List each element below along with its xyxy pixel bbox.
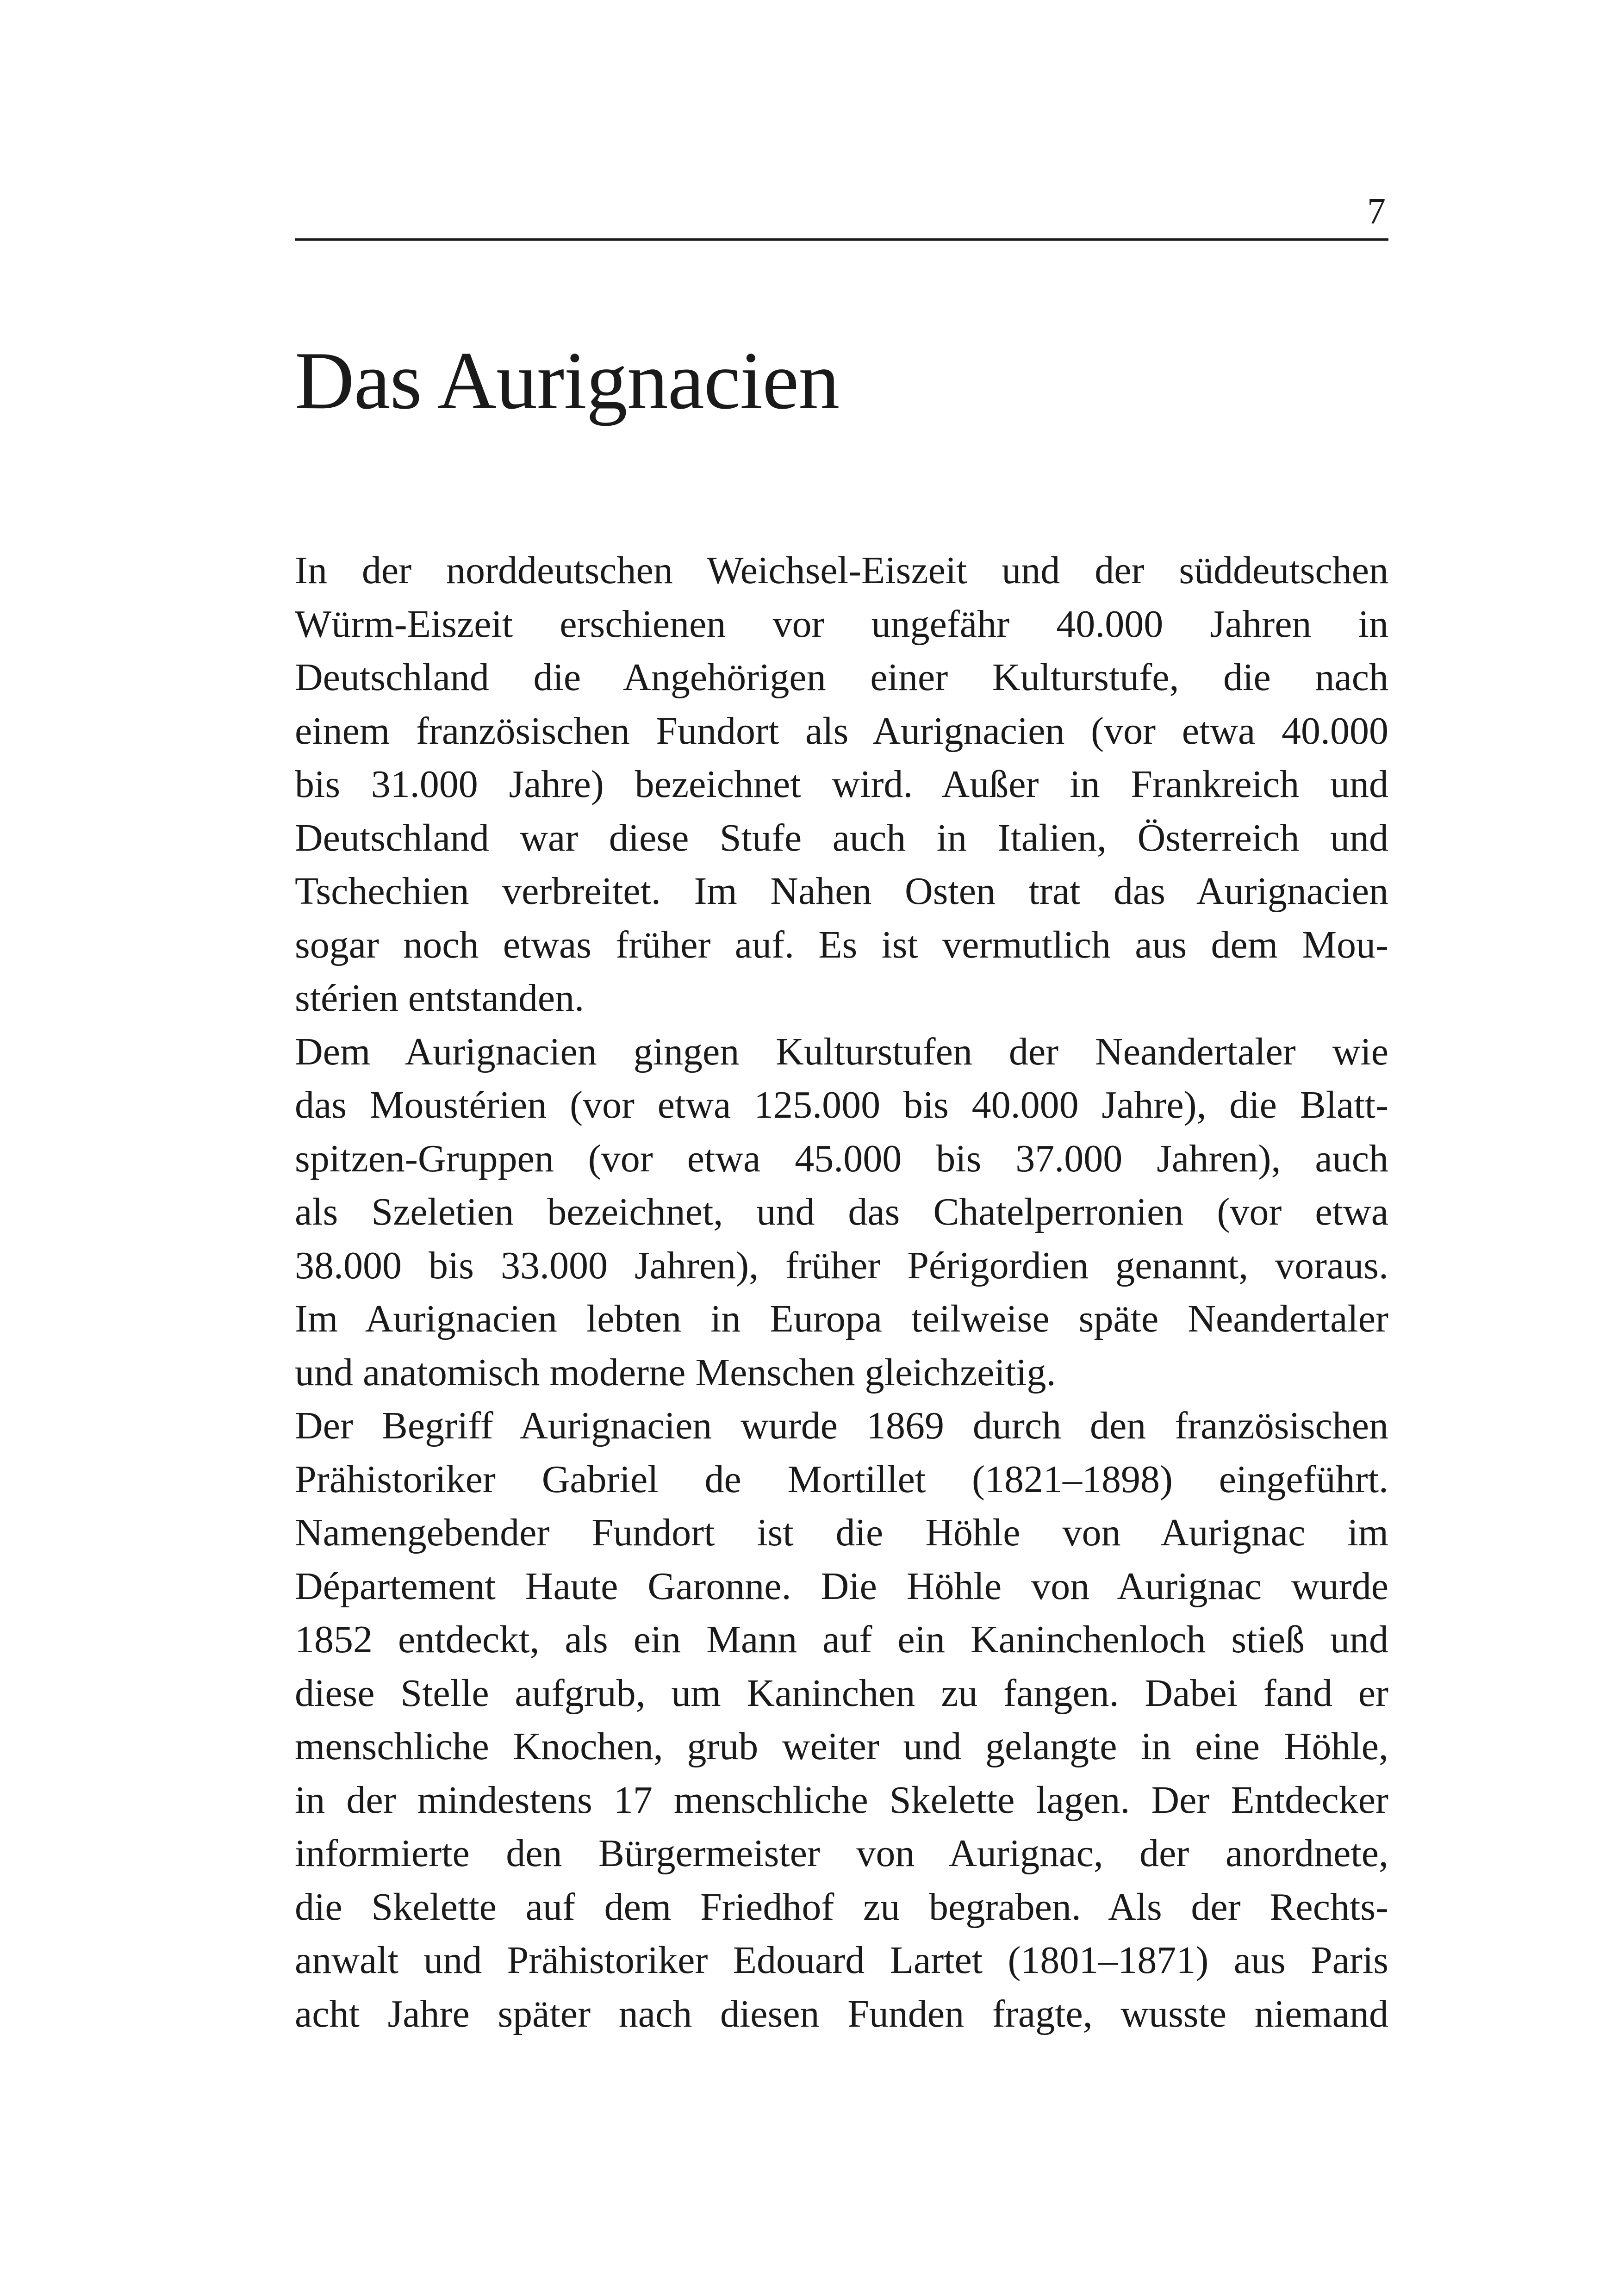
text-line: Deutschland die Angehörigen einer Kulturstufe, die nach	[295, 656, 1388, 699]
chapter-title: Das Aurignacien	[295, 335, 840, 426]
text-line: als Szeletien bezeichnet, und das Chatelperronien (vor etwa	[295, 1190, 1388, 1233]
text-line: diese Stelle aufgrub, um Kaninchen zu fangen. Dabei fand er	[295, 1671, 1388, 1715]
text-line: Im Aurignacien lebten in Europa teilweise späte Neandertaler	[295, 1297, 1388, 1340]
text-line: acht Jahre später nach diesen Funden fragte, wusste niemand	[295, 1992, 1388, 2035]
page-number: 7	[1367, 191, 1386, 232]
text-line: einem französischen Fundort als Aurignacien (vor etwa 40.000	[295, 709, 1388, 753]
text-line: Deutschland war diese Stufe auch in Italien, Österreich und	[295, 816, 1388, 859]
text-line: und anatomisch moderne Menschen gleichzeitig.	[295, 1350, 1056, 1394]
text-line: informierte den Bürgermeister von Aurignac, der anordnete,	[295, 1832, 1388, 1875]
text-line: spitzen-Gruppen (vor etwa 45.000 bis 37.000 Jahren), auch	[295, 1137, 1388, 1180]
body-text	[295, 544, 1388, 2041]
text-line: Tschechien verbreitet. Im Nahen Osten trat das Aurignacien	[295, 870, 1388, 913]
text-line: menschliche Knochen, grub weiter und gelangte in eine Höhle,	[295, 1725, 1388, 1768]
text-line: das Moustérien (vor etwa 125.000 bis 40.000 Jahre), die Blatt-	[295, 1083, 1388, 1126]
text-line: Prähistoriker Gabriel de Mortillet (1821–1898) eingeführt.	[295, 1457, 1388, 1501]
text-line: die Skelette auf dem Friedhof zu begraben. Als der Rechts-	[295, 1885, 1388, 1929]
paragraph	[295, 544, 1388, 1025]
text-line: 1852 entdeckt, als ein Mann auf ein Kaninchenloch stieß und	[295, 1618, 1388, 1661]
text-line: In der norddeutschen Weichsel-Eiszeit und der süddeutschen	[295, 549, 1388, 592]
text-line: Würm-Eiszeit erschienen vor ungefähr 40.000 Jahren in	[295, 602, 1388, 646]
text-line: stérien entstanden.	[295, 977, 585, 1020]
text-line: sogar noch etwas früher auf. Es ist vermutlich aus dem Mou-	[295, 923, 1388, 966]
text-line: in der mindestens 17 menschliche Skelette lagen. Der Entdecker	[295, 1778, 1388, 1822]
text-line: 38.000 bis 33.000 Jahren), früher Périgordien genannt, voraus.	[295, 1244, 1388, 1287]
text-line: anwalt und Prähistoriker Edouard Lartet (1801–1871) aus Paris	[295, 1939, 1388, 1982]
paragraph	[295, 1399, 1388, 2041]
text-line: Département Haute Garonne. Die Höhle von Aurignac wurde	[295, 1564, 1388, 1608]
text-line: Namengebender Fundort ist die Höhle von Aurignac im	[295, 1511, 1388, 1554]
text-line: Der Begriff Aurignacien wurde 1869 durch den französischen	[295, 1404, 1388, 1447]
paragraph	[295, 1025, 1388, 1400]
text-line: Dem Aurignacien gingen Kulturstufen der Neandertaler wie	[295, 1030, 1388, 1073]
running-header	[295, 180, 1388, 241]
text-line: bis 31.000 Jahre) bezeichnet wird. Außer in Frankreich und	[295, 763, 1388, 806]
